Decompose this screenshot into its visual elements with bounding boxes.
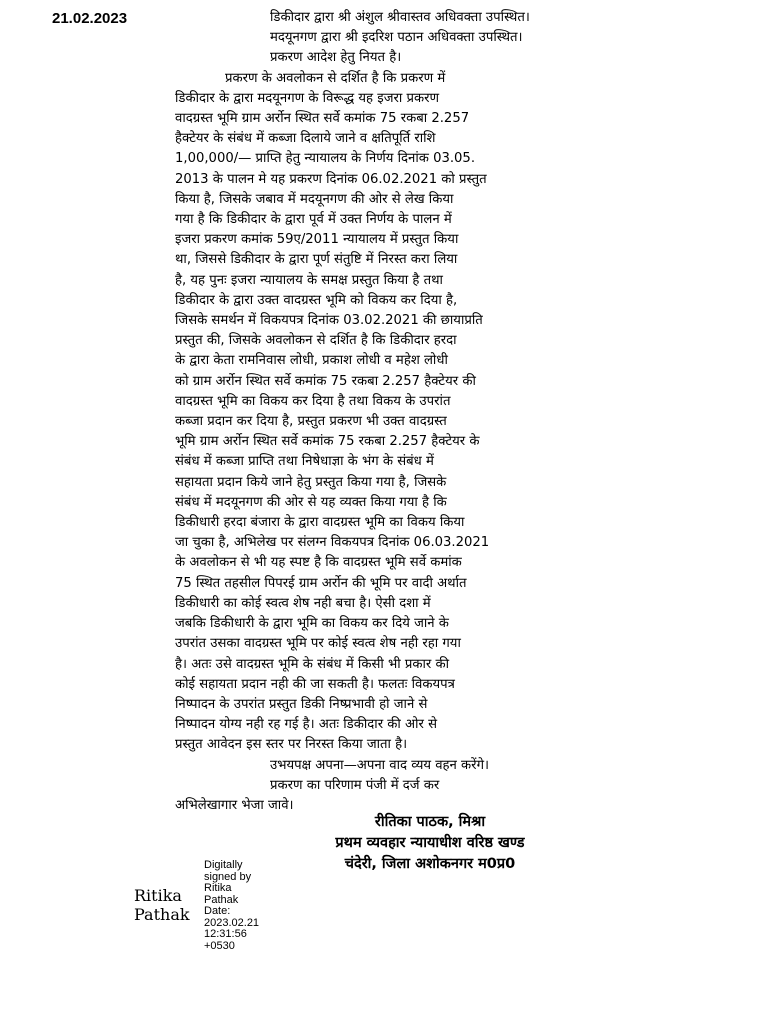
text-line: इजरा प्रकरण कमांक 59ए/2011 न्यायालय में प्रस्तुत किया — [175, 232, 459, 248]
digital-signature-detail-line: 12:31:56 — [204, 928, 247, 940]
digital-signature-first-name: Ritika — [134, 886, 182, 905]
text-line: प्रस्तुत आवेदन इस स्तर पर निरस्त किया जाता है। — [175, 737, 408, 753]
text-line: है। अतः उसे वादग्रस्त भूमि के संबंध में किसी भी प्रकार की — [175, 656, 450, 672]
text-line: जबकि डिकीधारी के द्वारा भूमि का विकय कर दिये जाने के — [175, 616, 449, 632]
text-line: कोई सहायता प्रदान नही की जा सकती है। फलतः विकयपत्र — [175, 676, 455, 692]
order-body — [175, 8, 563, 816]
text-line: 2013 के पालन मे यह प्रकरण दिनांक 06.02.2021 को प्रस्तुत — [175, 171, 487, 187]
order-date: 21.02.2023 — [52, 10, 128, 27]
text-line: 1,00,000/— प्राप्ति हेतु न्यायालय के निर्णय दिनांक 03.05. — [175, 151, 476, 167]
digital-signature-name — [134, 886, 190, 924]
digital-signature-detail-line: Digitally — [204, 859, 243, 871]
text-line: को ग्राम अर्रोन स्थित सर्वे कमांक 75 रकबा 2.257 हैक्टेयर की — [175, 373, 476, 389]
text-line: डिकीदार के द्वारा उक्त वादग्रस्त भूमि को विकय कर दिया है, — [175, 292, 458, 308]
judge-signature-block — [270, 812, 590, 875]
text-line: उभयपक्ष अपना—अपना वाद व्यय वहन करेंगे। — [270, 757, 489, 773]
digital-signature-detail-line: 2023.02.21 — [204, 916, 260, 929]
text-line: हैक्टेयर के संबंध में कब्जा दिलाये जाने व क्षतिपूर्ति राशि — [175, 131, 436, 147]
text-line: डिकीधारी का कोई स्वत्व शेष नही बचा है। ऐसी दशा में — [175, 595, 431, 611]
text-line: किया है, जिसके जबाव में मदयूनगण की ओर से लेख किया — [175, 191, 454, 207]
digital-signature-detail-line: Date: — [204, 905, 231, 917]
digital-signature-detail-line: signed by — [204, 870, 252, 883]
text-line: उपरांत उसका वादग्रस्त भूमि पर कोई स्वत्व शेष नही रहा गया — [175, 636, 461, 652]
text-line: जिसके समर्थन में विकयपत्र दिनांक 03.02.2021 की छायाप्रति — [175, 313, 483, 329]
text-line: वादग्रस्त भूमि ग्राम अर्रोन स्थित सर्वे कमांक 75 रकबा 2.257 — [175, 111, 470, 127]
digital-signature-detail-line: Ritika — [204, 882, 232, 894]
text-line: संबंध में कब्जा प्राप्ति तथा निषेधाज्ञा के भंग के संबंध में — [175, 454, 434, 470]
text-line: 75 स्थित तहसील पिपरई ग्राम अर्रोन की भूमि पर वादी अर्थात — [175, 575, 467, 591]
judge-name: रीतिका पाठक, मिश्रा — [374, 814, 486, 830]
digital-signature-last-name: Pathak — [134, 905, 190, 924]
text-line: अभिलेखागार भेजा जावे। — [175, 797, 294, 813]
text-line: प्रकरण के अवलोकन से दर्शित है कि प्रकरण में — [225, 70, 446, 86]
court-location: चंदेरी, जिला अशोकनगर म0प्र0 — [344, 856, 516, 872]
text-line: निष्पादन के उपरांत प्रस्तुत डिकी निष्प्रभावी हो जाने से — [175, 696, 428, 712]
text-line: गया है कि डिकीदार के द्वारा पूर्व में उक्त निर्णय के पालन में — [175, 212, 452, 228]
text-line: मदयूनगण द्वारा श्री इदरिश पठान अधिवक्ता उपस्थित। — [270, 30, 523, 46]
text-line: प्रस्तुत की, जिसके अवलोकन से दर्शित है कि डिकीदार हरदा — [175, 333, 457, 349]
text-line: डिकीधारी हरदा बंजारा के द्वारा वादग्रस्त भूमि का विकय किया — [175, 515, 465, 531]
digital-signature-details — [204, 860, 259, 952]
digital-signature-detail-line: Pathak — [204, 893, 239, 906]
digital-signature-detail-line: +0530 — [204, 939, 235, 952]
text-line: निष्पादन योग्य नही रह गई है। अतः डिकीदार की ओर से — [175, 717, 438, 733]
text-line: संबंध में मदयूनगण की ओर से यह व्यक्त किया गया है कि — [175, 494, 447, 510]
text-line: है, यह पुनः इजरा न्यायालय के समक्ष प्रस्तुत किया है तथा — [175, 272, 443, 288]
text-line: के अवलोकन से भी यह स्पष्ट है कि वादग्रस्त भूमि सर्वे कमांक — [175, 555, 462, 571]
text-line: जा चुका है, अभिलेख पर संलग्न विकयपत्र दिनांक 06.03.2021 — [175, 535, 490, 551]
text-line: था, जिससे डिकीदार के द्वारा पूर्ण संतुष्टि में निरस्त करा लिया — [175, 252, 458, 268]
text-line: डिकीदार के द्वारा मदयूनगण के विरूद्ध यह इजरा प्रकरण — [175, 90, 440, 106]
text-line: प्रकरण आदेश हेतु नियत है। — [270, 50, 402, 66]
text-line: प्रकरण का परिणाम पंजी में दर्ज कर — [270, 777, 440, 793]
text-line: डिकीदार द्वारा श्री अंशुल श्रीवास्तव अधिवक्ता उपस्थित। — [270, 10, 530, 25]
text-line: वादग्रस्त भूमि का विकय कर दिया है तथा विकय के उपरांत — [175, 393, 451, 409]
text-line: भूमि ग्राम अर्रोन स्थित सर्वे कमांक 75 रकबा 2.257 हैक्टेयर के — [175, 434, 480, 450]
judge-designation: प्रथम व्यवहार न्यायाधीश वरिष्ठ खण्ड — [335, 835, 525, 851]
text-line: के द्वारा केता रामनिवास लोधी, प्रकाश लोधी व महेश लोधी — [175, 353, 448, 369]
text-line: सहायता प्रदान किये जाने हेतु प्रस्तुत किया गया है, जिसके — [175, 474, 447, 490]
text-line: कब्जा प्रदान कर दिया है, प्रस्तुत प्रकरण भी उक्त वादग्रस्त — [175, 414, 447, 430]
